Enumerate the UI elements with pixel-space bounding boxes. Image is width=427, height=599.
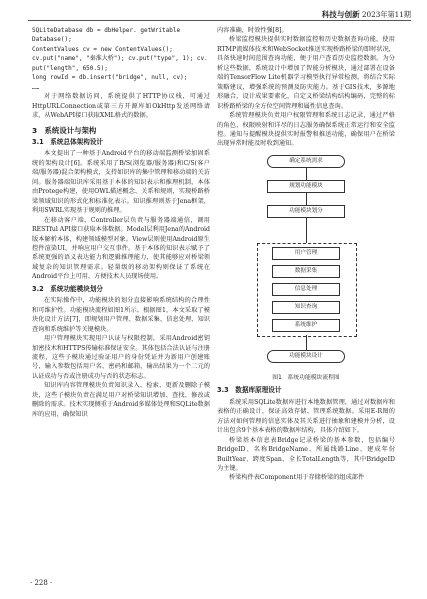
code-block (32, 26, 210, 92)
journal-title: 科技与创新 (321, 10, 360, 19)
flow-arrow (306, 193, 307, 205)
paragraph: 系统采用SQLite数据库进行本地数据管理，通过对数据库和表格的正确设计，保证高效存储、管理系统数据。采用E-R图的方法对如何管理的信息实体及其关系进行抽象和建模并分析，设计出包含9个基本表格的数据库结构，具体介绍如下。 (217, 398, 395, 435)
paragraph: 桥梁基本信息表Bridge记录桥梁的基本参数，包括编号BridgeID、名称BridgeName、所属线路Line、建成年份BuiltYear、跨度Span、全长TotalLength等，其中BridgeID为主键。 (217, 436, 395, 472)
code-line: ContentValues cv = new ContentValues(); (32, 45, 173, 53)
flow-node-group: 功能模块划分 (267, 205, 345, 218)
subsection-heading: 3.3 数据库原理设计 (217, 386, 282, 395)
left-column (32, 26, 210, 419)
code-line: …… (32, 83, 40, 91)
paragraph: 在实际操作中，功能模块的划分直接影响系统结构的合理性和可维护性。功能模块流程如图1所示。根据图1，本文采取了模块化设计方法[7]，即规划用户管理、数据采集、信息处理、知识查询和系统维护等关键模块。 (32, 297, 210, 333)
paragraph: 用户管理模块实现用户认证与权限控制，采用Android密钥加密技术和HTTPS传输标准保证安全。其体包括合法认证与注册流程，这些子模块通过验证用户的身份凭证并为新用户创建账号，输入参数包括用户名、密码和邮箱，输出结果为一个二元的认证成功与否或注册成功与否的状态标志。 (32, 335, 210, 380)
journal-header (322, 9, 411, 20)
flow-arrow (306, 168, 307, 180)
header-rule (28, 20, 411, 21)
code-line: Database(); (32, 36, 72, 44)
module-info-processing: 信息处理 (272, 283, 340, 296)
paragraph: 对于网络数据访问，系统提供了HTTP协议栈，可通过HttpURLConnection或第三方开源库如OkHttp发送网络请求，从WebAPI接口获取XML格式的数据。 (32, 93, 210, 120)
paragraph: 系统管理模块负责用户权限管理和系统日志记录，通过严格的角色、权限映射和详尽的日志服务确保系统正常运行和安全监控。通知与提醒模块提供实时报警和推送功能，确保用户在桥梁出现异常时能及时收到通知。 (217, 112, 395, 148)
paragraph: 知识库内容管理模块负责知识录入、检索、更新及删除子模块，这些子模块负责在满足用户对桥梁知识增加、查找、修改或删除的需求。技术实现侧重于Android多媒体处理和SQLite数据库的应用，确保知识 (32, 382, 210, 418)
code-line: SQLiteDatabase db = dbHelper. getWritable (32, 27, 181, 34)
flow-arrow (306, 218, 307, 243)
figure-caption: 图1 系统功能模块流程图 (272, 374, 340, 381)
code-line: long rowId = db.insert("bridge", null, cv); (32, 74, 188, 82)
paragraph: 本文提出了一种基于Android平台的移动端监测桥梁加固系统的架构设计[6]。系统采用了B/S(浏览器/服务器)和C/S(客户端/服务器)混合架构模式，支持如识库的集中管理和移动端的关访问。服务器端知识库采用基于本体的知识表示和推理机制，本体由Protege构建，使用OWL描述概念、关系和规则，实现桥路桥梁领域知识的形式化和标准化表示。知识推理则基于Jena框架，利用SWRL实现基于规则的推理。 (32, 150, 210, 215)
page-number: · 228 · (30, 579, 53, 587)
module-system-maintenance: 系统维护 (272, 319, 340, 332)
paragraph: 桥梁监控模块提供实时数据监控和历史数据查询功能，使用RTMP流媒体技术和WebSocket推送实现桥路桥梁的即时状况，具备快速时间范围查询功能，便于用户查看历史监控数据。为分析这些数据，系统设计中增加了智能分析模块，通过部署在设备端的TensorFlow Lite机器学习模型执行异常检测，将结合实际策略建议，增强系统的预测及防灾能力。基于GIS技术，多源地形融合，设计成果要素化，自定义桥梁结构结构编码，完整的标识桥路桥梁的全方位空间管理和属性信息查询。 (217, 36, 395, 110)
paragraph: 内容准确，时效性强[8]。 (217, 27, 288, 34)
section-heading: 3 系统设计与架构 (32, 125, 97, 135)
module-user-management: 用户管理 (272, 247, 340, 260)
paragraph: 桥梁构件表Component用于存储桥梁的组成部件 (229, 474, 365, 482)
flow-start-node: 确定系统需求 (267, 155, 345, 168)
module-data-collection: 数据采集 (272, 265, 340, 278)
subsection-heading: 3.1 系统总体架构设计 (32, 137, 104, 146)
paragraph: 在移动客户端，Controller层负责与服务器端通信，调用RESTful API接口获取本体数据。Model层利用Jena的Android版本解析本体，构建领域模型对象。View层则使用Android原生控件渲染UI，并响应用户交互事件。基于本体的知识表示赋予了系统更强的语义表达能力和逻辑推理能力，使其能够应对桥梁领域复杂的知识管理需求。轻量级的移动架构则保证了系统在Android平台上可用，方便技术人员现场使用。 (32, 216, 210, 281)
code-line: cv.put("name", "秦淮大桥"); cv.put("type", 1); cv. (32, 55, 208, 63)
module-knowledge-query: 知识查询 (272, 301, 340, 314)
right-column (217, 26, 395, 483)
flow-end-node: 功能模块设计 (267, 350, 345, 363)
flow-arrow (306, 335, 307, 350)
subsection-heading: 3.2 系统功能模块划分 (32, 284, 104, 293)
journal-issue: 2023年第11期 (361, 10, 411, 19)
flow-node-plan: 规划功能模块 (267, 180, 345, 193)
flowchart-figure (217, 151, 395, 373)
code-line: put("length", 650.5); (32, 64, 108, 72)
